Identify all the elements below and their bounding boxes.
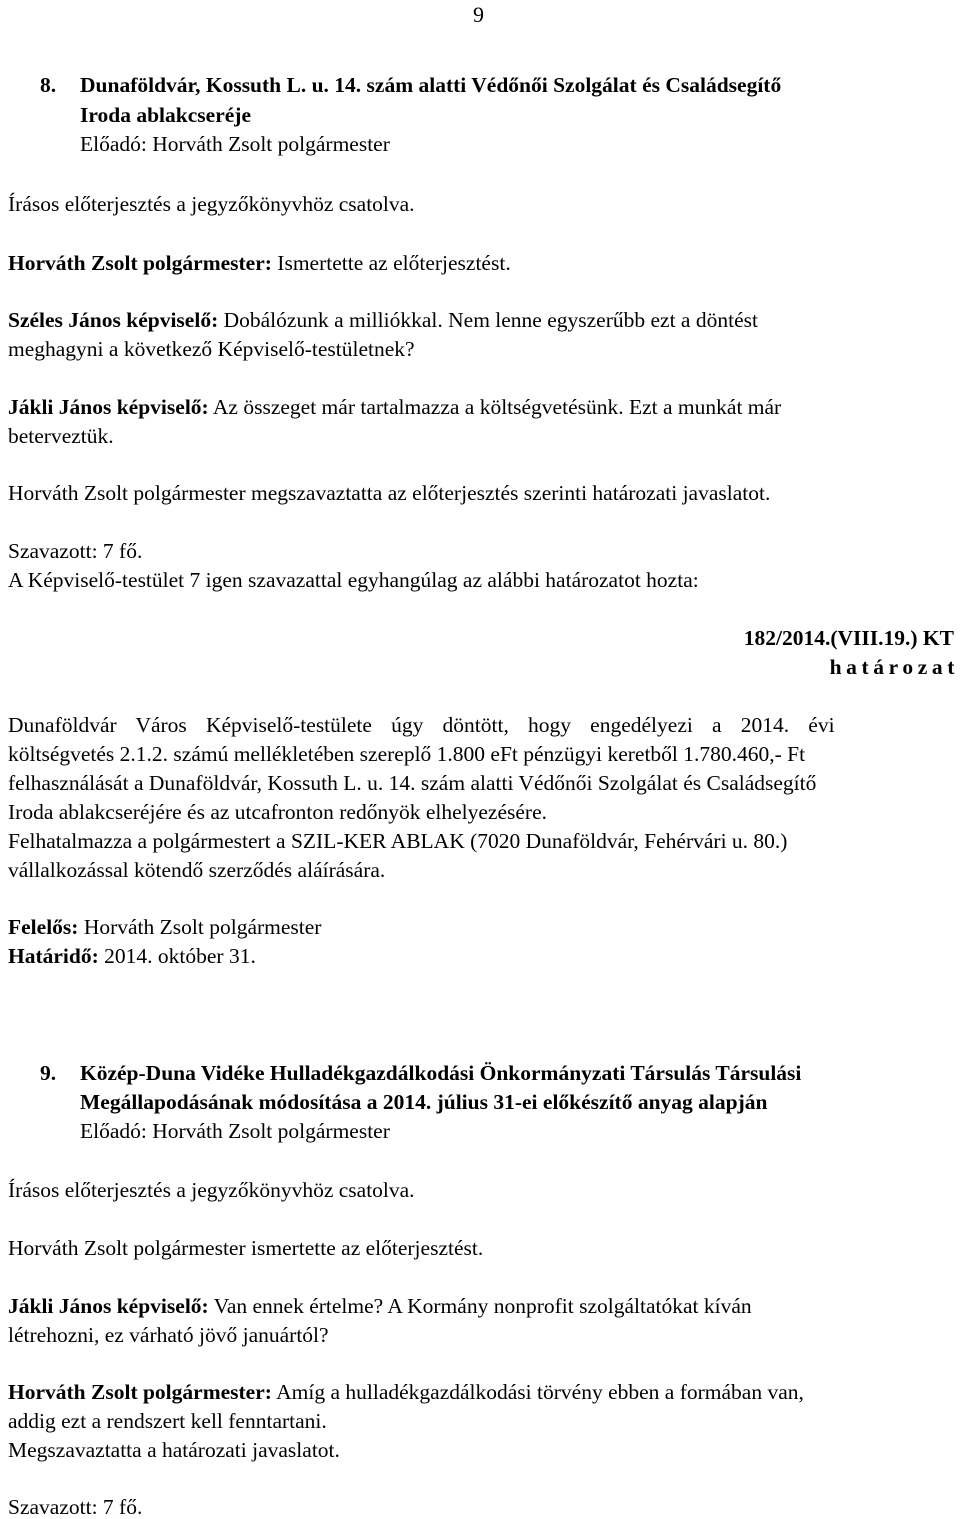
deadline-value: 2014. október 31. [98, 944, 256, 968]
speech-text: Amíg a hulladékgazdálkodási törvény ebben a formában van, [271, 1380, 804, 1404]
speech-text-continued: meghagyni a következő Képviselő-testületnek? [8, 337, 415, 361]
responsible-label: Felelős: [8, 915, 79, 939]
speech-text-continued: addig ezt a rendszert kell fenntartani. [8, 1409, 327, 1433]
paragraph [8, 1382, 804, 1404]
responsible [8, 917, 321, 939]
vote-count: Szavazott: 7 fő. [8, 1495, 143, 1519]
item-number: 8. [40, 73, 57, 97]
item-number: 9. [40, 1061, 57, 1085]
intro: Horváth Zsolt polgármester ismertette az előterjesztést. [8, 1236, 484, 1260]
speaker-name: Horváth Zsolt polgármester: [8, 1380, 272, 1404]
resolution-text-line: felhasználását a Dunaföldvár, Kossuth L. u. 14. szám alatti Védőnői Szolgálat és Családsegítő [8, 771, 817, 795]
resolution-text-line: Felhatalmazza a polgármestert a SZIL-KER ABLAK (7020 Dunaföldvár, Fehérvári u. 80.) [8, 829, 788, 853]
written-proposal-note: Írásos előterjesztés a jegyzőkönyvhöz csatolva. [8, 192, 415, 216]
presenter: Előadó: Horváth Zsolt polgármester [80, 132, 390, 156]
speech-text: Ismertette az előterjesztést. [271, 251, 511, 275]
vote-call: Horváth Zsolt polgármester megszavaztatta az előterjesztés szerinti határozati javaslatot. [8, 481, 771, 505]
responsible-value: Horváth Zsolt polgármester [78, 915, 322, 939]
resolution-number: 182/2014.(VIII.19.) KT [743, 626, 954, 650]
speaker-name: Jákli János képviselő: [8, 395, 209, 419]
speaker-name: Jákli János képviselő: [8, 1294, 209, 1318]
resolution-text-line: vállalkozással kötendő szerződés aláírására. [8, 858, 386, 882]
approval-note: Megszavaztatta a határozati javaslatot. [8, 1438, 340, 1462]
paragraph [8, 397, 781, 419]
speech-text: Dobálózunk a milliókkal. Nem lenne egyszerűbb ezt a döntést [218, 308, 758, 332]
speech-text: Az összeget már tartalmazza a költségvetésünk. Ezt a munkát már [208, 395, 782, 419]
page-number: 9 [473, 2, 484, 27]
speech-text-continued: beterveztük. [8, 424, 114, 448]
deadline-label: Határidő: [8, 944, 99, 968]
item-title-line-2: Megállapodásának módosítása a 2014. július 31-ei előkészítő anyag alapján [80, 1090, 768, 1114]
resolution-text-line: Dunaföldvár Város Képviselő-testülete úgy döntött, hogy engedélyezi a 2014. évi [8, 713, 835, 737]
resolution-text-line: Iroda ablakcseréjére és az utcafronton redőnyök elhelyezésére. [8, 800, 547, 824]
paragraph [8, 253, 511, 275]
paragraph [8, 310, 758, 332]
resolution-text-line: költségvetés 2.1.2. számú mellékletében szereplő 1.800 eFt pénzügyi keretből 1.780.460,- Ft [8, 742, 806, 766]
presenter: Előadó: Horváth Zsolt polgármester [80, 1119, 390, 1143]
speaker-name: Széles János képviselő: [8, 308, 219, 332]
resolution-label: határozat [829, 655, 959, 679]
deadline [8, 946, 256, 968]
paragraph [8, 1296, 752, 1318]
item-title-line-1: Dunaföldvár, Kossuth L. u. 14. szám alatti Védőnői Szolgálat és Családsegítő [80, 73, 782, 97]
item-title-line-1: Közép-Duna Vidéke Hulladékgazdálkodási Önkormányzati Társulás Társulási [80, 1061, 802, 1085]
speech-text: Van ennek értelme? A Kormány nonprofit szolgáltatókat kíván [208, 1294, 752, 1318]
item-title-line-2: Iroda ablakcseréje [80, 103, 251, 127]
vote-count: Szavazott: 7 fő. [8, 539, 143, 563]
written-proposal-note: Írásos előterjesztés a jegyzőkönyvhöz csatolva. [8, 1178, 415, 1202]
decision-intro: A Képviselő-testület 7 igen szavazattal egyhangúlag az alábbi határozatot hozta: [8, 568, 699, 592]
speech-text-continued: létrehozni, ez várható jövő januártól? [8, 1323, 329, 1347]
speaker-name: Horváth Zsolt polgármester: [8, 251, 272, 275]
